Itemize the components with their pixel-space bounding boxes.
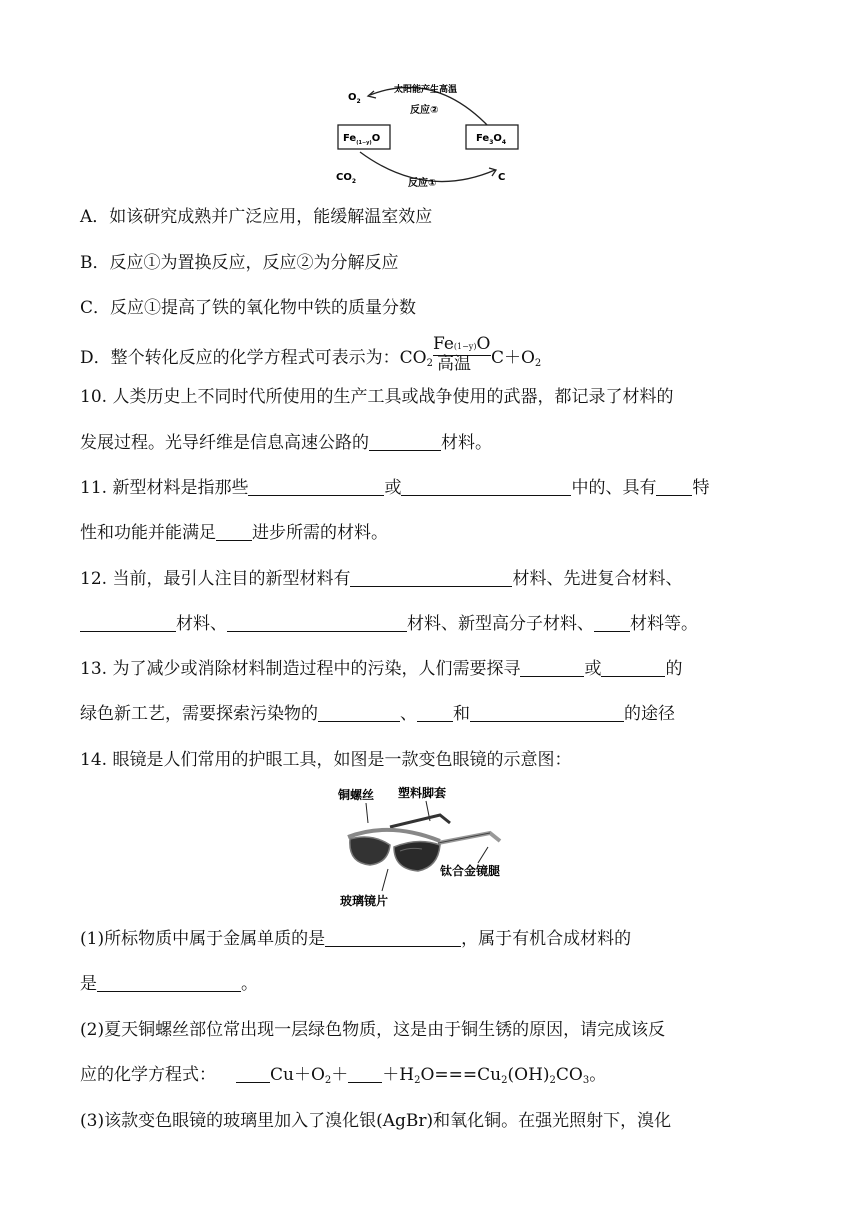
q14-part2-line1: (2)夏天铜螺丝部位常出现一层绿色物质，这是由于铜生锈的原因，请完成该反 <box>80 1020 666 1040</box>
temple-back <box>390 815 450 827</box>
label-copper-screw: 铜螺丝 <box>338 788 375 802</box>
left-box-label: $Fe_{(1-y)}O$ <box>343 133 381 146</box>
reaction2-label: 反应② <box>410 105 439 116</box>
q14-part1-line1: (1)所标物质中属于金属单质的是 ，属于有机合成材料的 <box>80 929 632 949</box>
label-titanium-legs: 钛合金镜腿 <box>440 864 501 878</box>
q14-blank-3[interactable] <box>236 1064 270 1083</box>
q13-blank-1[interactable] <box>520 658 584 677</box>
q12-blank-2[interactable] <box>80 613 176 632</box>
label-plastic-sleeve: 塑料脚套 <box>398 786 447 800</box>
c-label: C <box>498 172 506 183</box>
q13-blank-2[interactable] <box>601 658 665 677</box>
q14-intro: 14. 眼镜是人们常用的护眼工具，如图是一款变色眼镜的示意图： <box>80 750 572 770</box>
q12-blank-1[interactable] <box>350 568 512 587</box>
option-b: B．反应①为置换反应，反应②为分解反应 <box>80 253 399 273</box>
top-label: 太阳能产生高温 <box>394 85 458 95</box>
o2-label: $O_2$ <box>348 92 361 105</box>
q14-part3-line1: (3)该款变色眼镜的玻璃里加入了溴化银(AgBr)和氧化铜。在强光照射下，溴化 <box>80 1111 672 1131</box>
q12-line2: 材料、 材料、新型高分子材料、 材料等。 <box>80 613 780 635</box>
q11-line2: 性和功能并能满足 进步所需的材料。 <box>80 523 388 543</box>
q13-blank-4[interactable] <box>417 703 453 722</box>
iron-oxide-cycle-diagram <box>330 80 530 190</box>
q14-blank-4[interactable] <box>348 1064 382 1083</box>
q12-line1: 12. 当前，最引人注目的新型材料有 材料、先进复合材料、 <box>80 569 683 589</box>
q12-blank-3[interactable] <box>227 613 407 632</box>
q11-blank-1[interactable] <box>248 477 384 496</box>
co2-label: $CO_2$ <box>336 172 357 185</box>
option-c: C．反应①提高了铁的氧化物中铁的质量分数 <box>80 298 417 318</box>
q14-part2-line2: 应的化学方程式： $Cu+O_2+ +H_2O===Cu_2(OH)_2CO_3$。 <box>80 1065 607 1086</box>
q11-blank-3[interactable] <box>656 477 692 496</box>
glasses-diagram <box>330 785 530 910</box>
q14-blank-2[interactable] <box>97 973 241 992</box>
q11-blank-2[interactable] <box>401 477 571 496</box>
reaction1-label: 反应① <box>408 178 437 189</box>
option-a: A．如该研究成熟并广泛应用，能缓解温室效应 <box>80 207 433 227</box>
q13-line2: 绿色新工艺，需要探索污染物的 、 和 的途径 <box>80 704 675 724</box>
q13-blank-5[interactable] <box>470 703 624 722</box>
q11-line1: 11. 新型材料是指那些 或 中的、具有 特 <box>80 478 710 498</box>
q10-blank[interactable] <box>369 432 441 451</box>
catalyst-condition: $\frac{Fe(1-y)O}{\text{高温}}$ <box>432 334 491 374</box>
lens-right <box>394 841 440 871</box>
option-d: D．整个转化反应的化学方程式可表示为：$CO_2$ $\frac{Fe(1-y)O}{\text{高温}}$ $C+O_2$ <box>80 334 542 374</box>
q13-blank-3[interactable] <box>318 703 400 722</box>
q14-part1-line2: 是 。 <box>80 974 258 994</box>
label-glass-lens: 玻璃镜片 <box>340 894 389 908</box>
q10-line1: 10. 人类历史上不同时代所使用的生产工具或战争使用的武器，都记录了材料的 <box>80 387 674 407</box>
q10-line2: 发展过程。光导纤维是信息高速公路的 材料。 <box>80 433 492 453</box>
q13-line1: 13. 为了减少或消除材料制造过程中的污染，人们需要探寻 或 的 <box>80 659 683 679</box>
lens-left <box>350 837 390 865</box>
q11-blank-4[interactable] <box>216 522 252 541</box>
q14-blank-1[interactable] <box>325 928 461 947</box>
right-box-label: $Fe_3O_4$ <box>476 133 507 146</box>
q12-blank-4[interactable] <box>594 613 630 632</box>
